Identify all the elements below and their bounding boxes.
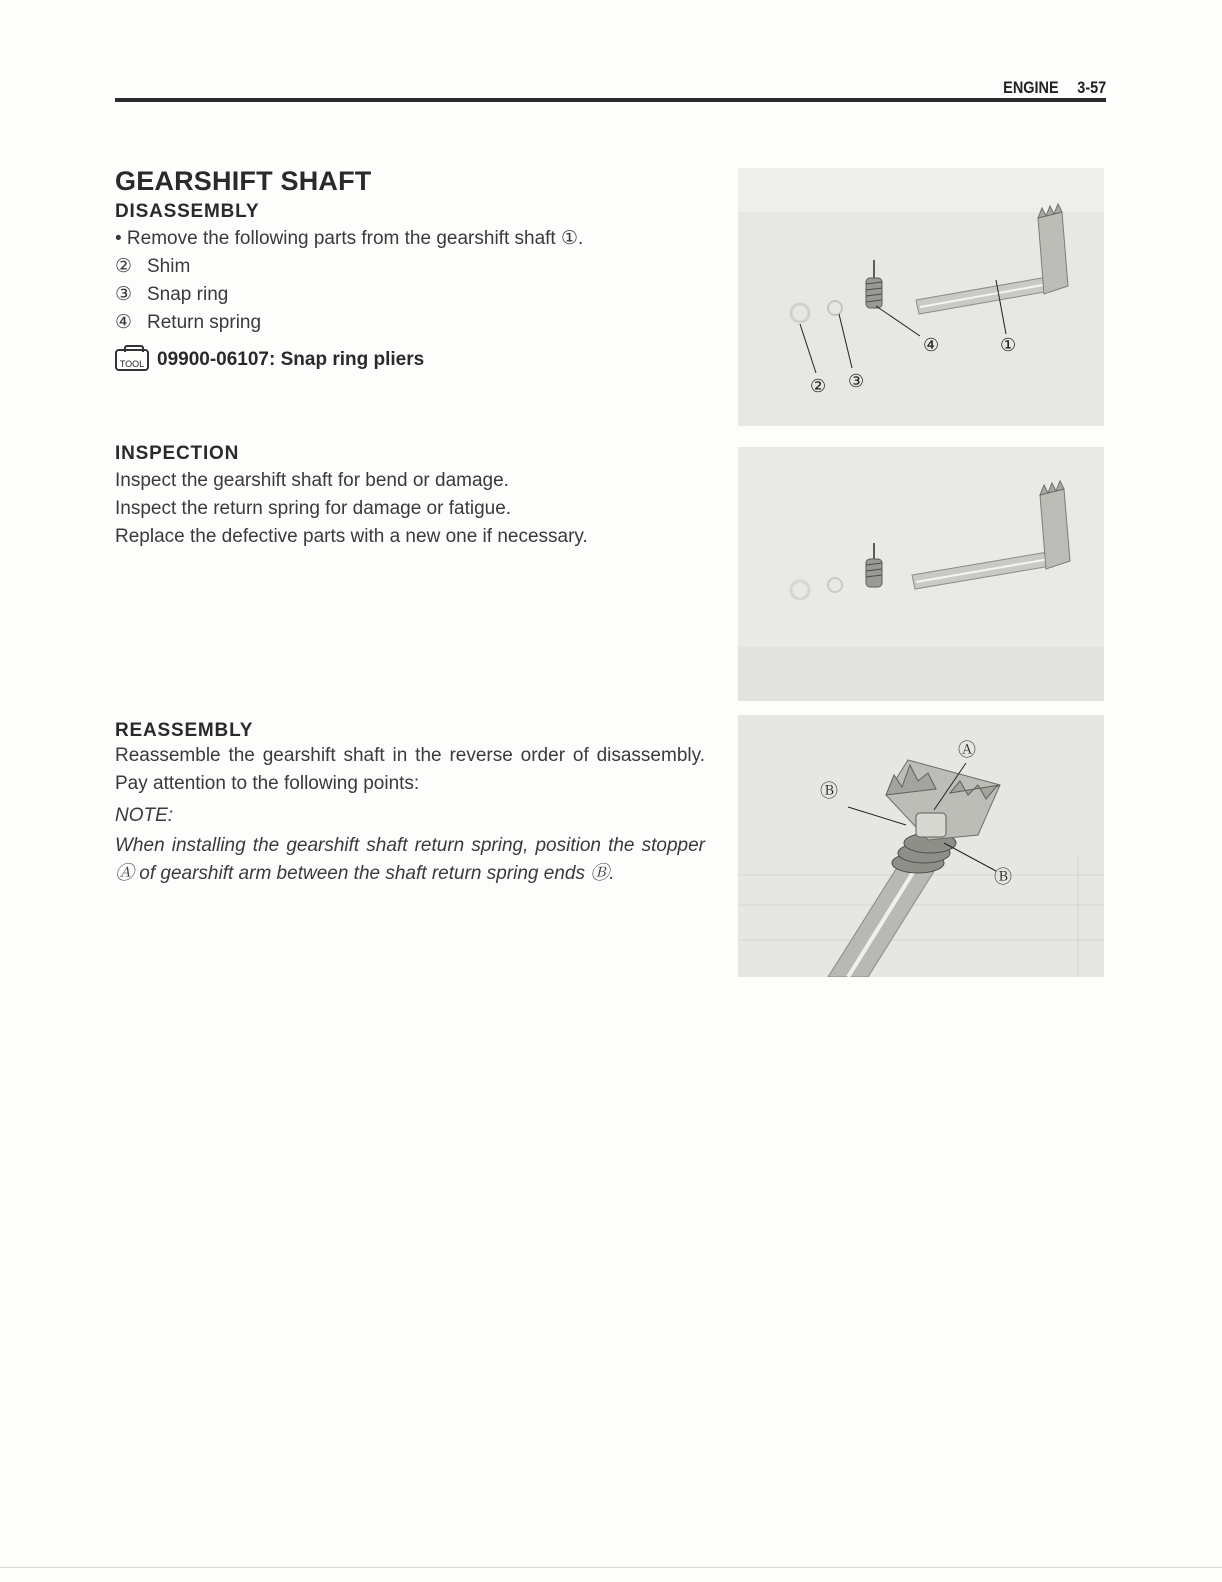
disassembly-section — [115, 166, 705, 371]
list-item: ③ Snap ring — [115, 284, 229, 305]
parts-list — [115, 253, 705, 337]
inspection-text — [115, 467, 705, 551]
note-text: When installing the gearshift shaft return spring, position the stopper Ⓐ of gearshift arm between the shaft return spring ends Ⓑ. — [115, 835, 705, 884]
inspection-line: Replace the defective parts with a new one if necessary. — [115, 526, 588, 547]
reassembly-heading: REASSEMBLY — [115, 720, 254, 741]
callout-a: Ⓐ — [958, 740, 976, 761]
callout-b-left: Ⓑ — [820, 781, 838, 802]
reassembly-text: Reassemble the gearshift shaft in the reverse order of disassembly. Pay attention to the following points: — [115, 745, 705, 794]
inspection-section — [115, 443, 705, 551]
special-tool — [115, 349, 705, 371]
callout-4: ④ — [923, 335, 940, 356]
callout-1: ① — [1000, 335, 1017, 356]
disassembly-heading: DISASSEMBLY — [115, 201, 260, 222]
note-label: NOTE: — [115, 805, 174, 826]
inspection-line: Inspect the gearshift shaft for bend or damage. — [115, 470, 509, 491]
figure-inspection-photo — [738, 447, 1104, 701]
list-item: ④ Return spring — [115, 312, 262, 333]
header-page-number: 3-57 — [1077, 78, 1106, 97]
figure-reassembly-photo — [738, 715, 1104, 977]
list-item: ② Shim — [115, 256, 191, 277]
disassembly-intro: • Remove the following parts from the gearshift shaft ①. — [115, 228, 584, 249]
header-rule — [115, 98, 1106, 102]
page-title: GEARSHIFT SHAFT — [115, 166, 372, 196]
header-text — [984, 78, 1106, 98]
inspection-line: Inspect the return spring for damage or fatigue. — [115, 498, 512, 519]
callout-2: ② — [810, 376, 827, 397]
callout-3: ③ — [848, 371, 865, 392]
reassembly-section — [115, 720, 705, 888]
header-section: ENGINE — [1002, 78, 1059, 97]
inspection-heading: INSPECTION — [115, 443, 240, 464]
callout-b-right: Ⓑ — [994, 867, 1012, 888]
tool-text: 09900-06107: Snap ring pliers — [157, 349, 425, 370]
tool-icon: TOOL — [115, 349, 149, 371]
figure-disassembly-photo — [738, 168, 1104, 426]
scan-edge-line — [0, 1567, 1222, 1568]
page-header — [115, 76, 1106, 102]
